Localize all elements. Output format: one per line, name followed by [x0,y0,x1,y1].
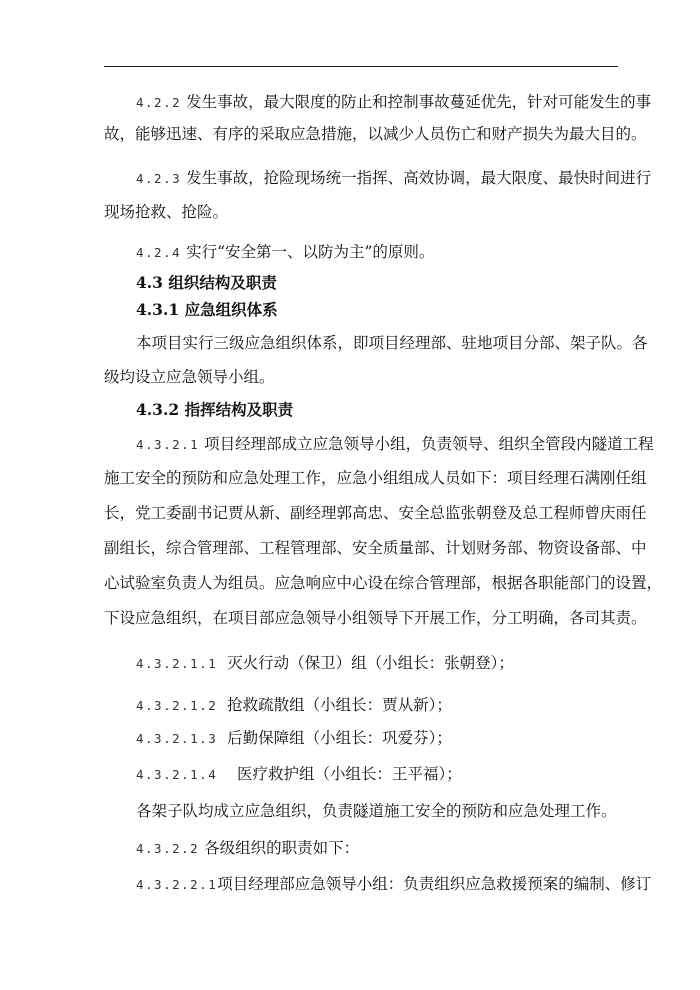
line-text: 项目经理部成立应急领导小组，负责领导、组织全管段内隧道工程 [204,435,654,453]
line-text: 级均设立应急领导小组。 [104,368,275,386]
heading-number: 4.3.2 [136,400,180,419]
line-text: 施工安全的预防和应急处理工作，应急小组组成人员如下：项目经理石满刚任组 [104,469,647,487]
clause-number: 4.2.3 [136,171,182,186]
clause-number: 4.3.2.2.1 [136,877,218,892]
para-4-3-2-1-cont [104,573,662,593]
heading-text: 指挥结构及职责 [184,400,294,419]
line-text: 抢救疏散组（小组长：贾从新）； [227,696,452,714]
heading-text: 应急组织体系 [184,300,278,319]
section-heading-4-3-2 [136,400,293,420]
heading-text: 组织结构及职责 [168,273,277,292]
clause-number: 4.3.2.1 [136,437,200,452]
line-text: 灭火行动（保卫）组（小组长：张朝登）； [227,654,514,672]
section-heading-4-3-1 [136,300,278,320]
para-4-3-2-1-cont [104,503,647,523]
section-heading-4-3 [136,273,277,293]
header-rule [104,66,618,67]
line-text: 项目经理部应急领导小组：负责组织应急救援预案的编制、修订 [217,875,652,893]
para-4-3-2-1-cont [104,608,647,628]
clause-number: 4.3.2.1.2 [136,698,218,713]
list-item-fire-team [136,653,514,674]
clause-number: 4.2.2 [136,95,182,110]
line-text: 长，党工委副书记贾从新、副经理郭高忠、安全总监张朝登及总工程师曾庆雨任 [104,504,647,522]
line-text: 发生事故，抢险现场统一指挥、高效协调，最大限度、最快时间进行 [186,169,652,187]
line-text: 后勤保障组（小组长：巩爱芬）； [227,729,452,747]
para-team-orgs [136,801,617,821]
clause-number: 4.2.4 [136,245,182,260]
list-item-medical-team [136,764,462,785]
clause-number: 4.3.2.1.1 [136,656,218,671]
line-text: 心试验室负责人为组员。应急响应中心设在综合管理部，根据各职能部门的设置， [104,574,663,592]
para-4-2-4 [136,242,434,263]
list-item-rescue-team [136,695,452,716]
line-text: 各级组织的职责如下： [204,839,360,857]
clause-number: 4.3.2.1.4 [136,767,218,782]
para-4-3-2-1-cont [104,538,647,558]
line-text: 发生事故，最大限度的防止和控制事故蔓延优先，针对可能发生的事 [186,93,652,111]
list-item-logistics-team [136,728,452,749]
para-4-3-2-1 [136,434,654,455]
para-4-2-3 [136,168,651,189]
para-org-system-cont [104,367,275,387]
line-text: 故，能够迅速、有序的采取应急措施，以减少人员伤亡和财产损失为最大目的。 [104,125,647,143]
line-text: 下设应急组织，在项目部应急领导小组领导下开展工作，分工明确，各司其责。 [104,609,647,627]
line-text: 副组长，综合管理部、工程管理部、安全质量部、计划财务部、物资设备部、中 [104,539,647,557]
para-4-2-2 [136,92,651,113]
para-4-2-2-cont [104,124,647,144]
line-text: 本项目实行三级应急组织体系，即项目经理部、驻地项目分部、架子队。各 [136,334,648,352]
para-org-system [136,333,648,353]
clause-number: 4.3.2.2 [136,841,200,856]
para-4-3-2-1-cont [104,468,647,488]
para-4-3-2-2 [136,838,359,859]
para-4-3-2-2-1 [136,874,651,895]
heading-number: 4.3 [136,273,163,292]
clause-number: 4.3.2.1.3 [136,731,218,746]
heading-number: 4.3.1 [136,300,180,319]
line-text: 各架子队均成立应急组织，负责隧道施工安全的预防和应急处理工作。 [136,802,617,820]
line-text: 现场抢救、抢险。 [104,203,229,221]
line-text: 医疗救护组（小组长：王平福）； [236,765,462,783]
line-text: 实行“安全第一、以防为主”的原则。 [186,243,435,261]
para-4-2-3-cont [104,202,228,222]
